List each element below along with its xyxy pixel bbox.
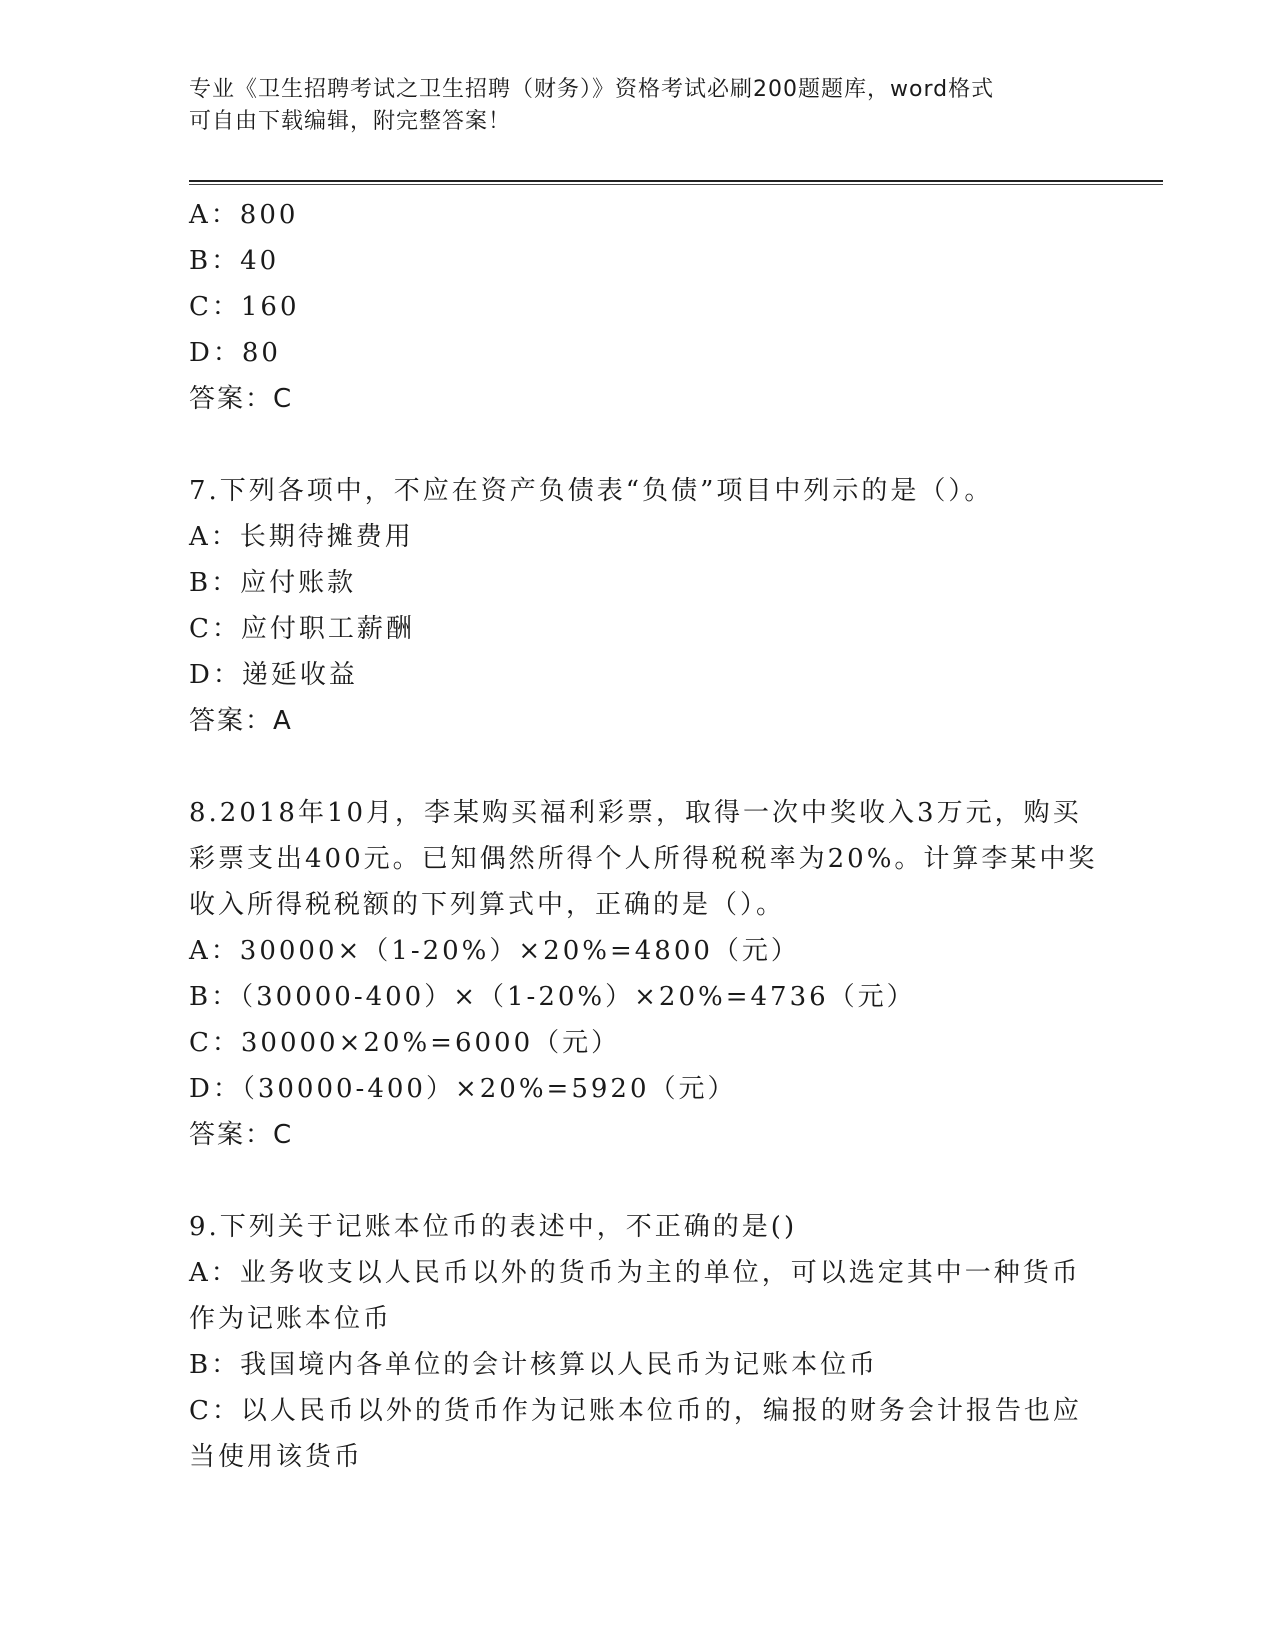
q7-answer: 答案：A (189, 706, 293, 736)
header-line-1: 专业《卫生招聘考试之卫生招聘（财务）》资格考试必刷200题题库，word格式 (189, 77, 995, 102)
q8-option-c: C：30000×20%=6000（元） (189, 1028, 621, 1058)
q8-question-line-1: 8.2018年10月，李某购买福利彩票，取得一次中奖收入3万元，购买 (189, 798, 1082, 828)
document-header (189, 74, 1089, 138)
q9-option-b: B：我国境内各单位的会计核算以人民币为记账本位币 (189, 1350, 879, 1380)
q8-option-a: A：30000×（1-20%）×20%=4800（元） (189, 936, 800, 966)
q7-option-a: A：长期待摊费用 (189, 522, 414, 552)
q6-option-c: C：160 (189, 292, 300, 322)
q7-option-d: D：递延收益 (189, 660, 358, 690)
q6-option-b: B：40 (189, 246, 280, 276)
header-rule-thick (189, 180, 1163, 182)
question-6-block (189, 192, 1089, 422)
question-9-block (189, 1204, 1089, 1480)
q7-question: 7.下列各项中，不应在资产负债表“负债”项目中列示的是（）。 (189, 476, 994, 506)
header-line-2: 可自由下载编辑，附完整答案！ (189, 109, 512, 134)
q7-option-b: B：应付账款 (189, 568, 357, 598)
q9-question: 9.下列关于记账本位币的表述中，不正确的是() (189, 1212, 798, 1242)
q8-option-d: D：（30000-400）×20%=5920（元） (189, 1074, 737, 1104)
spacer (189, 744, 1089, 790)
spacer (189, 1158, 1089, 1204)
q8-option-b: B：（30000-400）×（1-20%）×20%=4736（元） (189, 982, 916, 1012)
question-8-block (189, 790, 1098, 1158)
q6-answer: 答案：C (189, 384, 294, 414)
q9-option-c-line-1: C：以人民币以外的货币作为记账本位币的，编报的财务会计报告也应 (189, 1396, 1082, 1426)
spacer (189, 422, 1089, 468)
q8-question-line-3: 收入所得税税额的下列算式中，正确的是（）。 (189, 890, 786, 920)
question-7-block (189, 468, 1089, 744)
q6-option-a: A：800 (189, 200, 299, 230)
q9-option-c-line-2: 当使用该货币 (189, 1442, 364, 1472)
q8-question-line-2: 彩票支出400元。已知偶然所得个人所得税税率为20%。计算李某中奖 (189, 844, 1098, 874)
q6-option-d: D：80 (189, 338, 281, 368)
document-body (189, 192, 1098, 1480)
q7-option-c: C：应付职工薪酬 (189, 614, 415, 644)
header-rule-thin (189, 184, 1163, 185)
q9-option-a-line-1: A：业务收支以人民币以外的货币为主的单位，可以选定其中一种货币 (189, 1258, 1081, 1288)
q9-option-a-line-2: 作为记账本位币 (189, 1304, 393, 1334)
q8-answer: 答案：C (189, 1120, 294, 1150)
